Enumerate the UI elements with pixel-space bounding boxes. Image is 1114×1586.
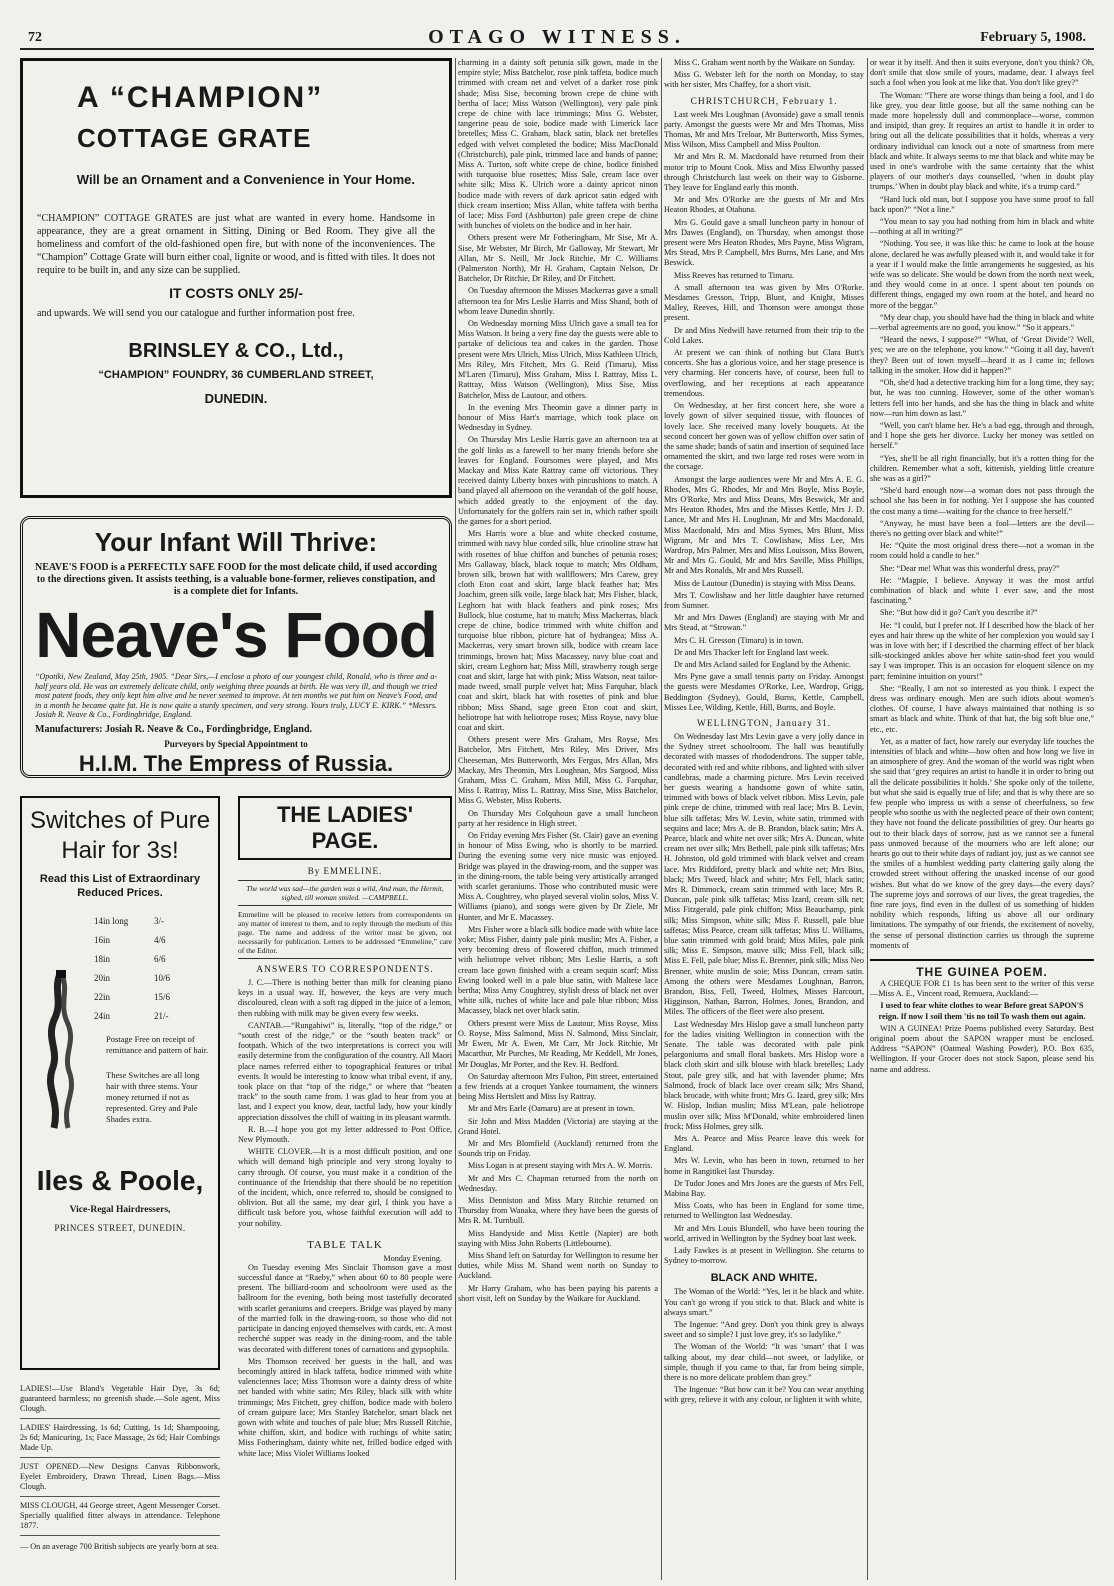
paragraph: Miss Shand left on Saturday for Wellington to resume her duties, while Miss M. Shand went north on Sunday to Auckland. (458, 1250, 658, 1281)
champion-product: COTTAGE GRATE (77, 123, 312, 153)
paragraph: Mr and Mrs Louis Blundell, who have been touring the world, arrived in Wellington by the Sydney boat last week. (664, 1223, 864, 1243)
neave-testimonial: “Opotiki, New Zealand, May 25th, 1905. “Dear Sirs,—I enclose a photo of our youngest child, Ronald, who is three and a-half years old. He was an extremely delicate child, only weighing three pounds at birth. He was very ill, and though we tried most patent foods, they only kept him alive and he never seemed to improve. At ten months we put him on Neave's Food, and in a month he became quite fat. He is now quite a sturdy specimen, and very strong. Yours truly, LUCY E. KIRK.” *Messrs. Josiah R. Neave & Co., Fordingbridge, England. (35, 672, 437, 719)
paragraph: WIN A GUINEA! Prize Poems published every Saturday. Best original poem about the SAPON wrapper must be enclosed. Address “SAPON” (Oatmeal Washing Powder), P.O. Box 635, Wellington. If your Grocer does not stock Sapon, please send his name and address. (870, 1023, 1094, 1074)
paragraph: Mr and Mrs O'Rorke are the guests of Mr and Mrs Heaton Rhodes, at Otahuna. (664, 195, 864, 215)
paragraph: Dr and Miss Nedwill have returned from their trip to the Cold Lakes. (664, 325, 864, 345)
guinea-poem-box (870, 959, 1094, 1075)
hair-note-switches: These Switches are all long hair with three stems. Your money returned if not as represented. Grey and Pale Shades extra. (106, 1070, 200, 1124)
paragraph: A small afternoon tea was given by Mrs O'Rorke. Mesdames Gresson, Tripp, Blunt, and Knight, Misses Malley, Reeves, Hill, and Thomson were amongst those present. (664, 282, 864, 323)
paragraph: CANTAB.—“Rungahiwi” is, literally, “top of the ridge,” or “south crest of the ridge,” or the “south beaten track” or footpath. Which of the two interpretations is correct you will easily determine from the configuration of the country. All Maori place names referred either to topographical features or tribal events. It would be interesting to know what tribal event, if any, took place on that “top of the ridge,” or where that “beaten track” to the south came from. I was glad to hear from you at last, and I expect you know, dear, tactful lady, how your kindly appreciation dissolves the chill of waiting in its pleasant warmth. (238, 1020, 452, 1122)
paragraph: Lady Fawkes is at present in Wellington. She returns to Sydney to-morrow. (664, 1245, 864, 1266)
christchurch-heading: CHRISTCHURCH, February 1. (690, 96, 838, 107)
paragraph: Mr and Mrs Earle (Oamaru) are at present in town. (468, 1104, 635, 1114)
paragraph: Mr Harry Graham, who has been paying his parents a short visit, left on Sunday by the Waikare for Auckland. (458, 1283, 658, 1303)
paragraph: At present we can think of nothing but Clara Butt's concerts. She has a glorious voice, and her stage presence is very charming. Her concerts have, of course, been full to overflowing, and her receptions at each appearance tremendous. (664, 348, 864, 398)
paragraph: R. B.—I hope you got my letter addressed to Post Office, New Plymouth. (238, 1124, 452, 1145)
paragraph: Mr and Mrs Blomfield (Auckland) returned from the Sounds trip on Friday. (458, 1138, 658, 1159)
paragraph: “Hard luck old man, but I suppose you have some proof to fall back upon?” “Not a line.” (870, 194, 1094, 214)
paragraph: On Wednesday, at her first concert here, she wore a lovely gown of silver sequined tissue, with flounces of lovely lace. She received many lovely bouquets. At the second concert her gown was of yellow chiffon over satin of the same shade; bands of satin and insertion of sequined lace ornamented the skirt, and two large red roses were worn in the corsage. (664, 401, 864, 472)
paragraph: Mrs C. H. Gresson (Timaru) is in town. (674, 635, 804, 645)
champion-city: DUNEDIN. (204, 391, 268, 406)
paragraph: Mr and Mrs R. M. Macdonald have returned from their motor trip to Mount Cook. Miss and Miss Elworthy passed through Christchurch last week on their way to Gisborne. They leave for England early this month. (664, 152, 864, 193)
paragraph: The Woman: “There are worse things than being a fool, and I do like grey, you dear little goose, but all the same nothing can be made more hopelessly dull and commonplace—worse, common and insipid, than grey. It requires an artist to handle it in order to bring out all the delicate possibilities that it holds, whereas a very ordinary individual can knock out a note of smartness from mere black and white. It always seems to me that black and white may be used in one's wardrobe with the same certainty that the whist players of our mother's days counselled, ‘when in doubt play trumps.’ When in doubt play black and white, it's a trump card.” (870, 90, 1094, 192)
paragraph: Miss Handyside and Miss Kettle (Napier) are both staying with Miss John Roberts (Littlebourne). (458, 1228, 658, 1248)
price-row: 14in long 3/- (94, 916, 164, 926)
paragraph: Others present were Mrs Graham, Mrs Royse, Mrs Batchelor, Mrs Fitchett, Mrs Riley, Mrs Driver, Mrs Cheeseman, Mrs Butterworth, Mrs Fergus, Mrs Allan, Mrs Mackay, Mrs Theomin, Mrs Loughnan, Mrs Sargood, Miss Graham, Miss C. Graham, Miss Mill, Miss G. Farquhar, Miss I. Rattray, Miss L. Rattray, Miss Sise, Miss Batchelor, Miss G. Webster, Miss Roberts. (458, 735, 658, 806)
hair-intro: Read this List of Extraordinary Reduced Prices. (39, 873, 201, 899)
champion-body2: and upwards. We will send you our catalogue and further information post free. (37, 308, 355, 319)
black-and-white-heading: BLACK AND WHITE. (710, 1272, 818, 1285)
newspaper-title: OTAGO WITNESS. (428, 26, 686, 48)
table-talk-date: Monday Evening. (383, 1253, 442, 1263)
hair-switches-ad (20, 796, 220, 1370)
paragraph: Miss C. Graham went north by the Waikare on Sunday. (674, 58, 855, 67)
paragraph: Mr and Mrs C. Chapman returned from the north on Wednesday. (458, 1173, 658, 1193)
paragraph: On Tuesday evening Mrs Sinclair Thomson gave a most successful dance at “Raeby,” when about 60 to 80 people were present. The billiard-room and schoolroom were used as the ballroom for the evening, both being most tastefully decorated with scarlet geraniums and creepers. Bridge was played by many of the married folk in the drawing-room, so those who did not participate in dancing enjoyed themselves with cards, etc. A most recherché supper was ready in the dining-room, and the table was decorated with different tones of carnations and gypsophila. (238, 1262, 452, 1354)
paragraph: On Wednesday last Mrs Levin gave a very jolly dance in the Sydney street schoolroom. The hall was beautifully decorated with masses of rhododendrons. The supper table, decorated with red and white ribbons, and lighted with silver candlebras, made a charming picture. Mrs Levin received her guests wearing a handsome gown of white satin, trimmed with bows of black velvet ribbon. Miss Levin, pale pink crepe de chine, trimmed with real lace; Mrs B. Levin, blue silk taffetas; Mrs W. Levin, white satin, trimmed with sequins and lace; Mrs A. de B. Brandon, black satin; Mrs A. Pearce, black and white net over silk; Mrs A. Duncan, white cream net over silk; Mrs Bethell, pale pink silk taffetas; Mrs H. Johnston, old gold trimmed with black velvet and cream lace. Mrs Riddiford, pretty black and white net; Mrs Biss, black; Mrs Tweed, black and white; Mrs Fell, black satin; Mrs R. Dimmock, cream satin trimmed with lace; Mrs R. Duncan, pale pink silk taffetas; Miss Izard, cream silk net; Miss Fitzgerald, pale pink chiffon; Miss Beauchamp, pink silk; Miss Simpson, white silk; Miss F. Russell, pale blue taffetas; Miss Pearce, cream silk taffetas; Miss U. Williams, blue satin trimmed with gold braid; Miss Miles, pale pink silk; Miss E. Simpson, mauve silk; Miss Fell, black silk; Miss E. Fell, pale blue; Miss E. Brenner, pink silk; Miss Neo Brenner, white muslin de soie; Miss Duncan, cream satin. Among the others were Mesdames Loughnan, Barron, Brandon, Biss, Fell, Tweed, Holmes, Misses Harcourt, Higginson, Nathan, Barron, Holmes, Jones, Brandon, and Miles. The officers of the fleet were also present. (664, 731, 864, 1017)
ladies-page-title: THE LADIES' PAGE. (276, 802, 414, 853)
price-row: 22in 15/6 (94, 992, 171, 1002)
page-header (20, 10, 1094, 50)
paragraph: She: “Really, I am not so interested as you think. I expect the dress was ordinary enough. Men are such idiots about women's clothes. Of course, I have always maintained that nothing is so smart as black and white. Think of that hat, the big soft blue one,” etc., etc. (870, 683, 1094, 734)
column-ads (20, 58, 452, 1580)
table-talk-heading: TABLE TALK (307, 1238, 383, 1251)
paragraph: or wear it by itself. And then it suits everyone, don't you think? Oh, don't smile that slow smile of yours, madame, dear. I always feel such a fool when you look at me like that. You don't like grey?” (870, 58, 1094, 88)
champion-grate-ad (20, 58, 452, 498)
small-ad: JUST OPENED.—New Designs Canvas Ribbonwork, Eyelet Embroidery, Drawn Thread, Linen Bags.—Miss Clough. (20, 1458, 220, 1497)
column-4 (870, 58, 1094, 1580)
paragraph: On Saturday afternoon Mrs Fulton, Pitt street, entertained a few friends at a croquet Yankee tournament, the winners being Miss Hertslett and Miss Isy Rattray. (458, 1071, 658, 1102)
price-row: 20in 10/6 (94, 973, 171, 983)
paragraph: Miss Denniston and Miss Mary Ritchie returned on Thursday from Wanaka, where they have been the guests of Mrs R. M. Turnbull. (458, 1195, 658, 1226)
hair-switch-illustration (34, 970, 88, 1130)
price-row: 16in 4/6 (94, 935, 166, 945)
guinea-verse: I used to fear white clothes to wear Before great SAPON'S reign. If now I soil them 'tis no toil To wash them out again. (878, 1001, 1086, 1021)
paragraph: A CHEQUE FOR £1 1s has been sent to the writer of this verse—Miss A. E., Vincent road, Remuera, Auckland:— (870, 979, 1094, 999)
paragraph: “Heard the news, I suppose?” “What, of ‘Great Divide’? Well, yes; we are on the telephone, you know.” “Going it all day, haven't they? Been out of town myself—heard it as I came in; fellows talking in the smoker. How did it happen?” (870, 335, 1094, 375)
paragraph: The Ingenue: “But how can it be? You can wear anything with grey, relieve it with any colour, or lighten it with white, (664, 1385, 864, 1405)
paragraph: “Oh, she'd had a detective tracking him for a long time, they say; but, he was too cunning. However, some of the other woman's letters fell into her hands, and she has the thing in black and white now—run him down as last.” (870, 378, 1094, 418)
correspondents-heading: ANSWERS TO CORRESPONDENTS. (256, 965, 434, 975)
wellington-heading: WELLINGTON, January 31. (696, 718, 832, 729)
champion-tagline: Will be an Ornament and a Convenience in Your Home. (76, 172, 415, 187)
paragraph: On Wednesday morning Miss Ulrich gave a small tea for Miss Watson. It being a very fine day the guests were able to partake of delicious tea and cakes in the garden. Those present were Mrs Ulrich, Miss Ulrich, Miss Kathleen Ulrich, Mrs Riley, Mrs Fitchett, Mrs G. Reid (Timaru), Miss M'Laren (Timaru), Miss Graham, Miss I. Rattray, Miss L. Rattray, Miss Watson (Wellington), Miss Sise, Miss Batchelor, Miss de Lautour, and others. (458, 319, 658, 400)
paragraph: Mrs Harris wore a blue and white checked costume, trimmed with navy blue corded silk, blue crinoline straw hat with rosettes of blue chiffon and bunches of petunia roses; Mrs Gallaway, black, black toque to match; Mrs Oldham, brown silk, brown hat with wallflowers; Mrs Carew, grey cloth Eton coat and skirt, large black feather hat; Mrs Joachim, green silk voile, large black hat; Mrs Fisher, black, Leghorn hat with black feathers and pink roses; Mrs Bullock, blue costume, hat to match; Miss Mackerras, black crepe de chine, bodice trimmed with white chiffon and turquoise blue ribbon, picture hat of hydrangea; Miss A. Mackerras, very smart brown silk, bodice with cream lace trimmings, brown hat; Miss Macassey, navy blue coat and skirt, cream Leghorn hat; Miss Mill, strawberry rough serge coat and skirt, large hat with pink; Miss Watson, neat tailor-made tweed, small purple velvet hat; Miss Farquhar, black coat and skirt, black hat with rosettes of pink and blue ribbon; Miss Shand, sage green Eton coat and skirt, heliotrope hat with heliotrope roses; Miss Royse, navy blue coat and skirt. (458, 529, 658, 732)
paragraph: Miss Coats, who has been in England for some time, returned to Wellington last Wednesday. (664, 1201, 864, 1221)
paragraph: Others present were Mr Fotheringham, Mr Sise, Mr A. Sise, Mr Webster, Mr Birch, Mr Galloway, Mr Stewart, Mr Allan, Mr S. Neill, Mr Jock Ritchie, Mr C. Williams (Palmerston North), Mr H. Graham, Captain Nelson, Dr Batchelor, Dr Ritchie, Dr Riley, and Dr Fitchett. (458, 233, 658, 284)
paragraph: Mrs Fisher wore a black silk bodice made with white lace yoke; Miss Fisher, dainty pale pink muslin; Mrs A. Fisher, a very becoming dress of flowered chiffon, much trimmed with heliotrope velvet ribbon; Mrs Leslie Harris, a soft cream lace gown finished with a cream sequin scarf; Miss Ewing looked well in a pale blue satin, with Maltese lace bertha; Miss Amy Coughtrey, stylish dress of black net over white silk, ruches of white lace and pale blue ribbon; Miss Macassey, black net over black satin. (458, 924, 658, 1016)
hair-price-list (94, 912, 212, 1026)
ladies-page-title-box (238, 796, 452, 860)
paragraph: “Yes, she'll be all right financially, but it's a rotten thing for the children. Remember what a soft, kittenish, yielding little creature she was as a girl?” (870, 453, 1094, 483)
paragraph: The Woman of the World: “It was ‘smart’ that I was talking about, my dear child—not sweet, or ladylike, or simple, though if you came to that, far from being simple, there is no more delicate problem than grey.” (664, 1342, 864, 1382)
paragraph: On Friday evening Mrs Fisher (St. Clair) gave an evening in honour of Miss Ewing, who is shortly to be married. During the evening some very nice music was enjoyed. Bridge was played in the drawing-room, and the supper was in the dining-room, the table being very artistically arranged with scarlet geraniums. Those who contributed music were Miss A. Coughtrey, who played several violin solos, Miss V. Williams (piano), and songs were given by Dr Ziele, Mr Hunter, and Mr E. Macassey. (458, 831, 658, 922)
neave-headline: Your Infant Will Thrive: (94, 527, 378, 557)
price-row: 18in 6/6 (94, 954, 166, 964)
neave-royal-appointment: H.I.M. The Empress of Russia. (78, 750, 394, 776)
paragraph: Dr Tudor Jones and Mrs Jones are the guests of Mrs Fell, Mabina Bay. (664, 1178, 864, 1198)
editor-notice: Emmeline will be pleased to receive letters from correspondents on any matter of interest to them, and to reply through the medium of this page. The name and address of the writer must be given, not necessarily for publication. Letters to be addressed “Emmeline,” care of the Editor. (238, 910, 452, 959)
page-number: 72 (28, 30, 42, 45)
paragraph: Miss Logan is at present staying with Mrs A. W. Morris. (468, 1161, 653, 1171)
small-ad: LADIES!—Use Bland's Vegetable Hair Dye, 3s 6d; guaranteed harmless; no greenish shade.—Sole agent, Miss Clough. (20, 1380, 220, 1419)
paragraph: Amongst the large audiences were Mr and Mrs A. E. G. Rhodes, Mrs G. Rhodes, Mr and Mrs Boyle, Miss Boyle, Mrs O'Rorke, Mrs and Miss Deans, Mrs Beswick, Mr and Mrs Heaton Rhodes, Mrs and the Misses Kettle, Mrs J. D. Lance, Mr and Mrs H. Loughnan, Mr and Mrs Macdonald, Miss Macdonald, Mrs and Miss Symes, Mrs Blunt, Miss Wigram, Mr and Mrs T. Cowlishaw, Miss Lee, Mrs Wardrop, Mrs Palmer, Mrs and Miss Louisson, Miss Bowen, Mr and Mrs G. Gould, Mr and Mrs Saville, Miss Phillips, Mr and Mrs Ronalds, Mr and Mrs Russell. (664, 474, 864, 576)
small-ad: MISS CLOUGH, 44 George street, Agent Messenger Corset. Specially qualified fitter always in attendance. Telephone 1877. (20, 1497, 220, 1536)
paragraph: Miss Reeves has returned to Timaru. (674, 270, 795, 280)
neaves-food-ad (20, 516, 452, 778)
issue-date: February 5, 1908. (980, 30, 1086, 45)
champion-body: “CHAMPION” COTTAGE GRATES are just what are wanted in every home. Handsome in appearance, they are a great ornament in Sitting, Dining or Bed Room. They give all the homeliness and comfort of the old-fashioned open fire, but with none of the inconveniences. The “Champion” Cottage Grate will burn either coal, lignite or wood, and is fitted with tiles. It does not require to be built in, and any size can be supplied. (37, 213, 435, 276)
paragraph: She: “But how did it go? Can't you describe it?” (880, 608, 1038, 618)
paragraph: WHITE CLOVER.—It is a most difficult position, and one which will demand high principle and very strong loyalty to carry through. Of course, you must make it a condition of the continuance of the friendship that there should be no repetition of the incident, which, once referred to, should be consigned to oblivion. But all the same, my dear girl, I think you have a difficult task before you, whose faithful execution will add to your nobility. (238, 1147, 452, 1228)
paragraph: Yet, as a matter of fact, how rarely our everyday life touches the intensities of black and white—how often and how long we live in an atmosphere of grey. And the woman of the world was right when she said that ‘grey requires an artist to handle it in order to bring out all the delicate possibilities it holds.’ She spoke only of the toilette, but what she said is equally true of life; and that is why there are so few people who impress us with a sense of cheerfulness, so few people who soothe us with the neglected peace of their own content; they have not found the delicate possibilities of grey. Our hearts go out to their black days of sorrow, just as we cannot see a funeral pass unmoved because of the mourners who are left alone; our hearts go out to their white days of radiant joy, just as we cannot see the smiles of a humblest wedding party clattering gaily along the crowded street without offering the unasked incense of our good wishes. But what do we know of the grey days—the every days? The supreme joys and sorrows of our lives, the great tragedies, the fine rare joys, find even in the dullest of us something of hidden nobility which responds, lifting us above all our ordinary limitations. The sympathy of our friends, the excitement of novelty, the sense of personal distinction carries us through the supreme moments of (870, 736, 1094, 950)
paragraph: J. C.—There is nothing better than milk for cleaning piano keys in a usual way. If, however, the keys are very much discoloured, clean with a soft rag dipped in the juice of a lemon, then rubbing with milk may be given every few weeks. (238, 978, 452, 1018)
paragraph: He: “Quite the most original dress there—not a woman in the room could hold a candle to her.” (870, 541, 1094, 561)
neave-purveyors: Purveyors by Special Appointment to (164, 738, 308, 749)
paragraph: Mrs Thomson received her guests in the hall, and was becomingly attired in black taffeta, bodice trimmed with white valenciennes lace; Miss Thomson wore a dainty dress of white net banded with white satin; Mrs Riley, black silk with white trimmings; Mrs Fitchett, grey chiffon, bodice made with bolero of cream guipure lace; Mrs Stanley Batchelor, smart black net gown with white and touches of pale blue; Mrs Russell Ritchie, white chiffon, skirt, and bodice with ruchings of white satin; Miss Fotheringham, dainty white net, frilled bodice edged with white lace; Miss Violet Williams looked (238, 1356, 452, 1458)
filler-note: — On an average 700 British subjects are yearly born at sea. (20, 1542, 219, 1551)
neave-brand: Neave's Food (35, 599, 437, 671)
paragraph: Mrs T. Cowlishaw and her little daughter have returned from Sumner. (664, 590, 864, 610)
paragraph: Sir John and Miss Madden (Victoria) are staying at the Grand Hotel. (458, 1116, 658, 1136)
paragraph: Dr and Mrs Thacker left for England last week. (674, 647, 830, 657)
paragraph: “My dear chap, you should have had the thing in black and white—verbal agreements are no good, you know.” “So it appears.” (870, 312, 1094, 333)
paragraph: “You mean to say you had nothing from him in black and white—nothing at all in writing?” (870, 217, 1094, 237)
paragraph: charming in a dainty soft petunia silk gown, made in the empire style; Miss Batchelor, rose pink taffeta, bodice much trimmed with cream net and velvet of a darker rose pink shade; Miss Sise, becoming brown crepe de chine with bertha of lace; Miss Watson (Wellington), very pale pink crepe de chine with lace trimmings; Miss G. Webster, tangerine peau de soie, bodice made with Limerick lace bretelles; Miss C. Graham, black satin, black net bretelles edged with velvet completed the bodice; Miss MacDonald (Christchurch), pale pink, trimmed lace and bands of panne; Miss A. Turton, soft white crepe de chine, bodice finished with turquoise blue rosettes; Miss Sale, cream lace over white silk; Miss K. Ulrich wore a dainty apricot ninon bodice made with revers of dark apricot satin edged with thick cream insertion; Miss Allan, white taffeta with bertha of lace; Miss Ford (Ashburton) pale green crepe de chine with bunches of violets on the bodice and in her hair. (458, 58, 658, 231)
hair-firm-address: PRINCES STREET, DUNEDIN. (54, 1223, 186, 1233)
paragraph: On Thursday Mrs Colquhoun gave a small luncheon party at her residence in High street. (458, 808, 658, 828)
paragraph: Others present were Miss de Lautour, Miss Royse, Miss O. Royse, Miss Salmond, Miss N. Salmond, Miss Sinclair, Mr Ewen, Mr A. Ewen, Mr Carr, Mr Jock Ritchie, Mr Macarthur, Mr Purches, Mr Reading, Mr Keddell, Mr Jones, Mr Douglas, Mr Porter, and the Rev. H. Bedford. (458, 1018, 658, 1069)
paragraph: “Anyway, he must have been a fool—letters are the devil—there's no getting over black and white!” (870, 518, 1094, 538)
paragraph: Mrs G. Gould gave a small luncheon party in honour of Mrs Dawes (England), on Thursday, when amongst those present were Mrs Heaton Rhodes, Mrs Payne, Miss Wigram, Mrs Stead, Mrs P. Campbell, Mrs Burns, Mrs Lane, and Mrs Beswick. (664, 217, 864, 268)
paragraph: Mr and Mrs Dawes (England) are staying with Mr and Mrs Stead, at “Strowan.” (664, 613, 864, 633)
paragraph: The Ingenue: “And grey. Don't you think grey is always sweet and so simple? I just love grey, it's so ladylike.” (664, 1319, 864, 1340)
epigraph: The world was sad—the garden was a wild, And man, the Hermit, sighed, till woman smiled. —CAMPBELL. (238, 880, 452, 906)
paragraph: In the evening Mrs Theomin gave a dinner party in honour of Miss Hart's marriage, which took place on Wednesday in Sydney. (458, 402, 658, 433)
guinea-poem-title: THE GUINEA POEM. (916, 965, 1048, 980)
paragraph: Mrs W. Levin, who has been in town, returned to her home in Rangitikei last Thursday. (664, 1156, 864, 1176)
champion-headline: A “CHAMPION” (77, 81, 324, 114)
paragraph: He: “Magpie, I believe. Anyway it was the most artful combination of black and white I ever saw, and the most fascinating.” (870, 575, 1094, 606)
hair-firm-sub: Vice-Regal Hairdressers, (69, 1205, 171, 1215)
column-2 (458, 58, 658, 1580)
hair-firm: Iles & Poole, (36, 1165, 204, 1196)
champion-firm: BRINSLEY & CO., Ltd., (128, 340, 344, 362)
column-rule (867, 58, 868, 1580)
small-ads (20, 1380, 220, 1552)
paragraph: Mrs Pyne gave a small tennis party on Friday. Amongst the guests were Mesdames O'Rorke, Lee, Wardrop, Grigg, Beddington (Sydney), Gould, Burns, Kettle, Campbell, Misses Lee, Wilding, Kettle, Hill, Burns, and Boyle. (664, 672, 864, 712)
paragraph: The Woman of the World: “Yes, let it be black and white. You can't go wrong if you stick to that. Black and white is always smart.” (664, 1287, 864, 1317)
paragraph: Dr and Mrs Acland sailed for England by the Athenic. (674, 659, 851, 669)
column-3 (664, 58, 864, 1580)
small-ad: LADIES' Hairdressing, 1s 6d; Cutting, 1s 1d; Shampooing, 2s 6d; Manicuring, 1s; Face Massage, 2s 6d; Hair Combings Made Up. (20, 1419, 220, 1458)
price-row: 24in 21/- (94, 1011, 169, 1021)
ladies-page (238, 796, 452, 1580)
paragraph: Mrs A. Pearce and Miss Pearce leave this week for England. (664, 1133, 864, 1154)
paragraph: He: “I could, but I prefer not. If I described how the black of her eyes and hair threw up the white of her complexion you would say I was in love with her; if I described the charming effect of her black silk-stockinged ankles above her white satin-shod feet you would say I was improper. This is an occasion for eloquent silence on my part; feminine intuition on yours!” (870, 620, 1094, 681)
paragraph: “Nothing. You see, it was like this: he came to look at the house alone, declared he was awfully pleased with it, and would take it for a year if I would make the little arrangements he suggested, as his wife was so delicate. She would be down from the north next week, and they would come in at once. I spent about ten pounds on different things, engaged my own room at the hotel, and heard no more of the beggar.” (870, 239, 1094, 310)
paragraph: “She'd hard enough now—a woman does not pass through the school she has been in for nothing. Yet I suppose she has counted the cost many a time—waiting for the chance to free herself.” (870, 486, 1094, 516)
paragraph: Miss de Lautour (Dunedin) is staying with Miss Deans. (674, 578, 856, 588)
hair-headline: Switches of Pure Hair for 3s! (29, 807, 211, 864)
neave-intro: NEAVE'S FOOD is a PERFECTLY SAFE FOOD for the most delicate child, if used according to the directions given. It assists teething, is a valuable bone-former, relieves constipation, and is a complete diet for Infants. (35, 562, 437, 597)
paragraph: Last Wednesday Mrs Hislop gave a small luncheon party for the ladies visiting Wellington in connection with the Senate. The table was decorated with pale pink pelargoniums and small floral baskets. Mrs Hislop wore a black cloth skirt and silk blouse with black bretelles; Lady Stout, pale grey silk, and hat with lavender plume; Mrs Salmond, frock of black lace over cream silk; Mrs Shand, black brocade, with white front; Mrs G. Izard, grey silk; Mrs W. Hislop, Indian muslin; Miss M'Lean, pale heliotrope muslin over silk; Miss M'Donald, white embroidered linen frock; Miss Holmes, grey silk. (664, 1019, 864, 1131)
column-rule (455, 58, 456, 1580)
champion-price: IT COSTS ONLY 25/- (169, 285, 303, 301)
neave-manufacturers: Manufacturers: Josiah R. Neave & Co., Fordingbridge, England. (35, 723, 313, 735)
paragraph: “Well, you can't blame her. He's a bad egg, through and through, and I hope she gets her divorce. Lucky her money was settled on herself.” (870, 420, 1094, 451)
champion-address: “CHAMPION” FOUNDRY, 36 CUMBERLAND STREET, (98, 369, 374, 381)
byline: By EMMELINE. (307, 866, 383, 876)
column-rule (661, 58, 662, 1580)
paragraph: Last week Mrs Loughnan (Avonside) gave a small tennis party. Amongst the guests were Mr and Mrs Thomas, Miss Thomas, Mr and Mrs Treloar, Mr Butterworth, Miss Symes, Miss Wilson, Miss Campbell and Miss Poulton. (664, 109, 864, 150)
paragraph: She: “Dear me! What was this wonderful dress, pray?” (880, 563, 1060, 573)
paragraph: On Thursday Mrs Leslie Harris gave an afternoon tea at the golf links as a farewell to her many friends before she leaves for England. Foursomes were played, and Mrs Mackay and Miss Kate Rattray came off victorious. They received dainty Liberty boxes with pincushions to match. A band played all afternoon on the verandah of the golf house, which added greatly to the enjoyment of the day. Unfortunately for the golfers rain set in, which rather spoilt the games for a short period. (458, 435, 658, 526)
hair-note-postage: Postage Free on receipt of remittance and pattern of hair. (106, 1034, 209, 1055)
paragraph: On Tuesday afternoon the Misses Mackerras gave a small afternoon tea for Mrs Leslie Harris and Miss Shand, both of whom leave Dunedin shortly. (458, 286, 658, 316)
paragraph: Miss G. Webster left for the north on Monday, to stay with her sister, Mrs Chaffey, for a short visit. (664, 70, 864, 90)
